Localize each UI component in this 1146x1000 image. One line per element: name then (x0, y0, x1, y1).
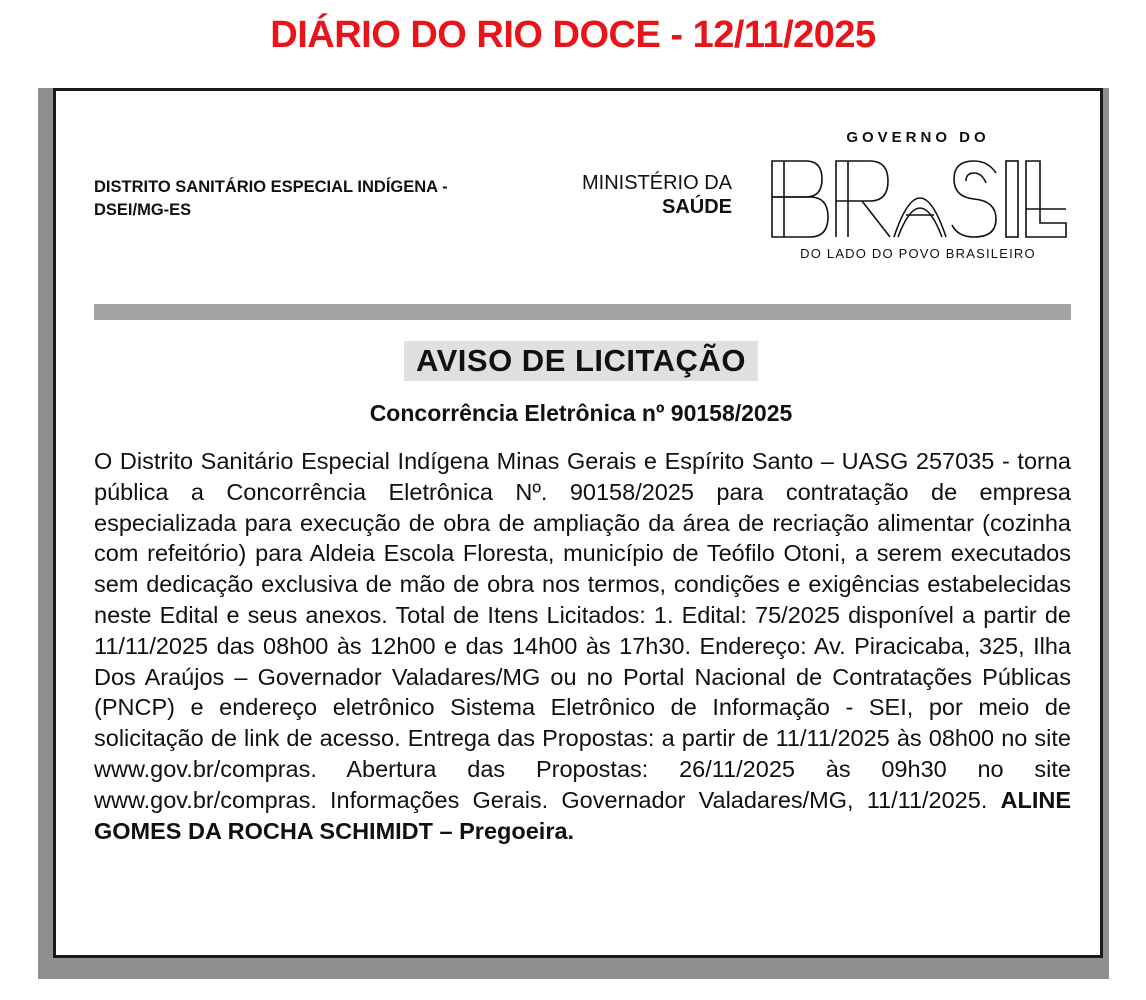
notice-title: AVISO DE LICITAÇÃO (404, 341, 758, 381)
ministry-name (526, 171, 732, 219)
notice-body-text: O Distrito Sanitário Especial Indígena Minas Gerais e Espírito Santo – UASG 257035 - torna pública a Concorrência Eletrônica Nº. 90158/2025 para contratação de empresa especializada para execução de obra de ampliação da área de recriação alimentar (cozinha com refeitório) para Aldeia Escola Floresta, município de Teófilo Otoni, a serem executados sem dedicação exclusiva de mão de obra nos termos, condições e exigências estabelecidas neste Edital e seus anexos. Total de Itens Licitados: 1. Edital: 75/2025 disponível a partir de 11/11/2025 das 08h00 às 12h00 e das 14h00 às 17h30. Endereço: Av. Piracicaba, 325, Ilha Dos Araújos – Governador Valadares/MG ou no Portal Nacional de Contratações Públicas (PNCP) e endereço eletrônico Sistema Eletrônico de Informação - SEI, por meio de solicitação de link de acesso. Entrega das Propostas: a partir de 11/11/2025 às 08h00 no site www.gov.br/compras. Abertura das Propostas: 26/11/2025 às 09h30 no site www.gov.br/compras. Informações Gerais. Governador Valadares/MG, 11/11/2025. (94, 448, 1071, 813)
section-divider (94, 304, 1071, 320)
notice-subtitle: Concorrência Eletrônica nº 90158/2025 (369, 400, 793, 426)
newspaper-masthead: DIÁRIO DO RIO DOCE - 12/11/2025 (270, 14, 876, 56)
notice-signature: ALINE GOMES DA ROCHA SCHIMIDT – Pregoeira. (94, 786, 1071, 844)
gov-logo-top-text: GOVERNO DO (846, 129, 990, 146)
title-wrapper (56, 341, 1106, 381)
governo-do-brasil-logo (768, 129, 1068, 269)
brasil-wordmark-logo (770, 159, 1068, 239)
organization-name: DISTRITO SANITÁRIO ESPECIAL INDÍGENA - DSEI/MG-ES (94, 178, 448, 219)
ministry-department: SAÚDE (661, 196, 732, 218)
legal-notice (53, 88, 1103, 958)
notice-body (94, 446, 1071, 846)
gov-logo-tagline: DO LADO DO POVO BRASILEIRO (800, 246, 1036, 261)
ministry-line: MINISTÉRIO DA (581, 172, 732, 194)
